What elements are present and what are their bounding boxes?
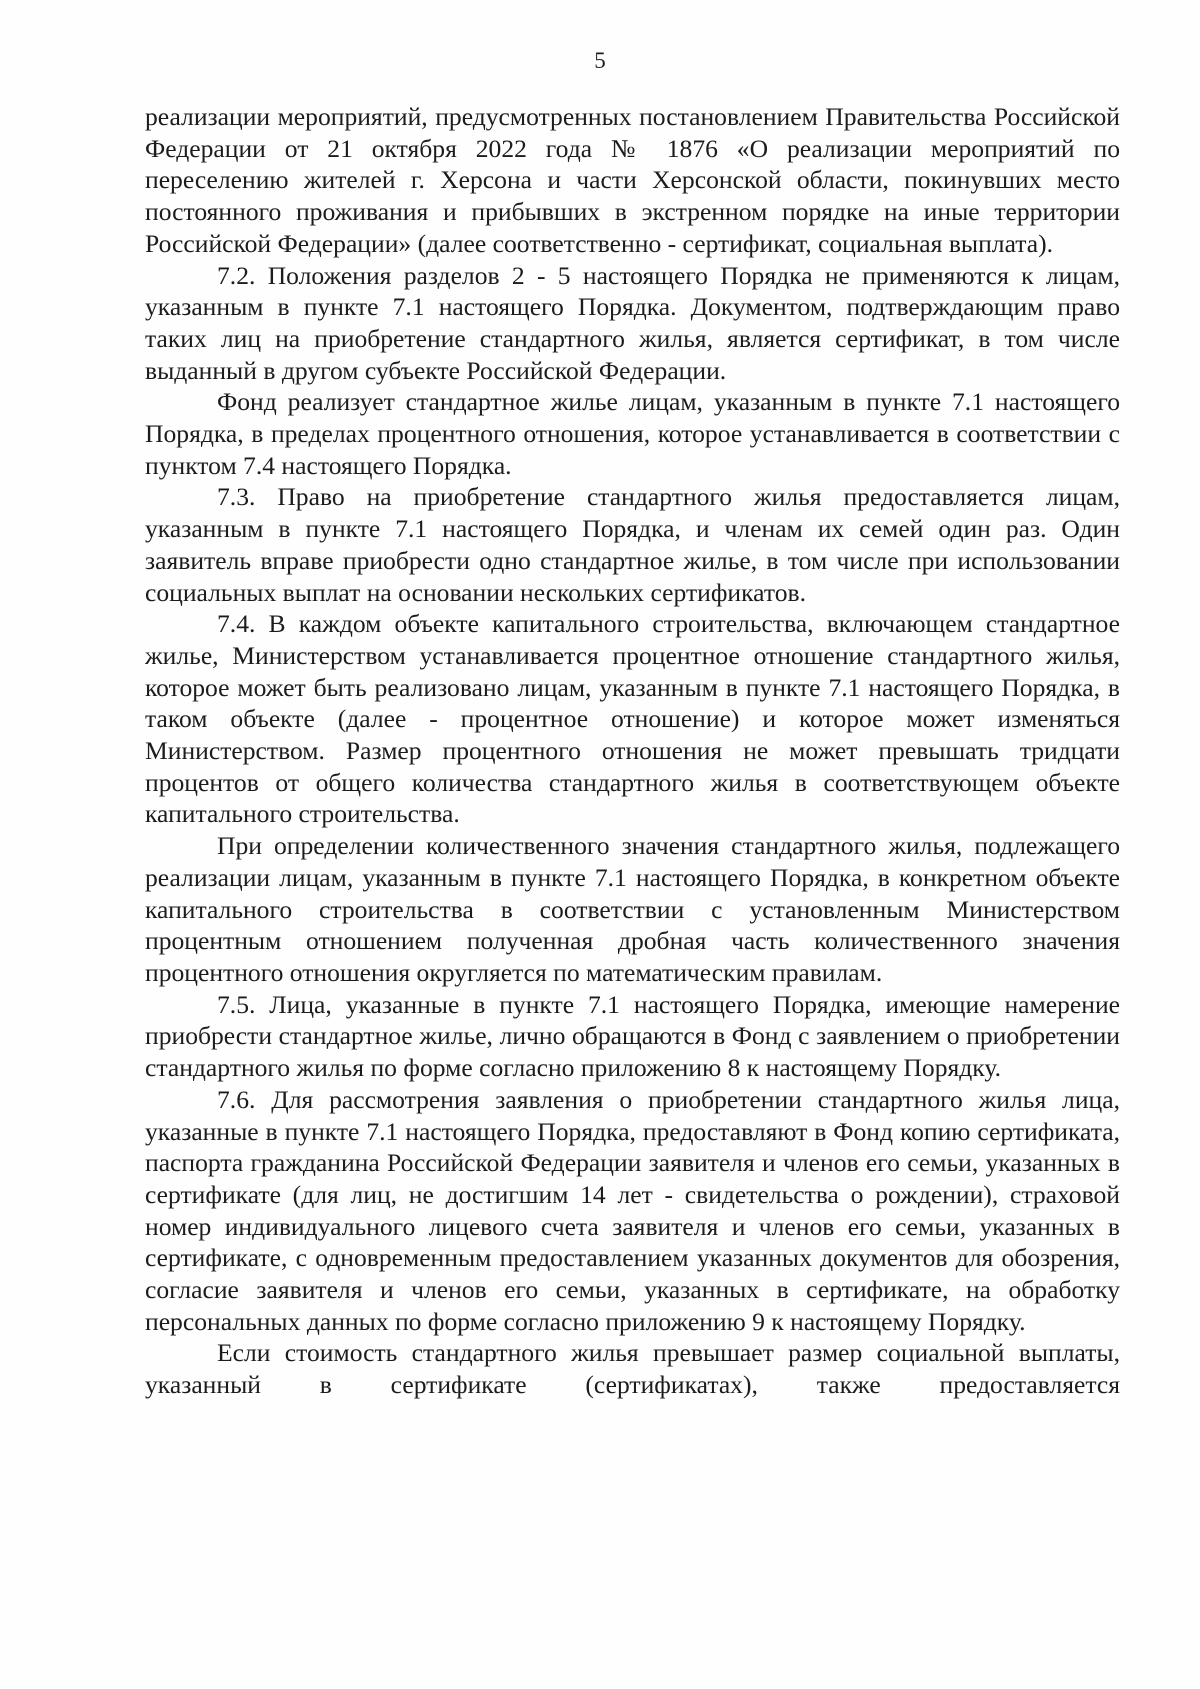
paragraph-fund-sale: Фонд реализует стандартное жилье лицам, указанным в пункте 7.1 настоящего Порядка, в пределах процентного отношения, которое устанавливается в соответствии с пунктом 7.4 настоящего Порядка.: [145, 387, 1120, 480]
paragraph-7-3: 7.3. Право на приобретение стандартного жилья предоставляется лицам, указанным в пункте 7.1 настоящего Порядка, и членам их семей один раз. Один заявитель вправе приобрести одно стандартное жилье, в том числе при использовании социальных выплат на основании нескольких сертификатов.: [145, 482, 1120, 607]
paragraph-intro-continuation: реализации мероприятий, предусмотренных постановлением Правительства Российской Федерации от 21 октября 2022 года № 1876 «О реализации мероприятий по переселению жителей г. Херсона и части Херсонской области, покинувших место постоянного проживания и прибывших в экстренном порядке на иные территории Российской Федерации» (далее соответственно - сертификат, социальная выплата).: [145, 102, 1120, 258]
paragraph-quantity-rounding: При определении количественного значения стандартного жилья, подлежащего реализации лицам, указанным в пункте 7.1 настоящего Порядка, в конкретном объекте капитального строительства в соответствии с установленным Министерством процентным отношением полученная дробная часть количественного значения процентного отношения округляется по математическим правилам.: [145, 831, 1120, 987]
paragraph-7-4: 7.4. В каждом объекте капитального строительства, включающем стандартное жилье, Министерством устанавливается процентное отношение стандартного жилья, которое может быть реализовано лицам, указанным в пункте 7.1 настоящего Порядка, в таком объекте (далее - процентное отношение) и которое может изменяться Министерством. Размер процентного отношения не может превышать тридцати процентов от общего количества стандартного жилья в соответствующем объекте капитального строительства.: [145, 609, 1120, 829]
paragraph-7-6: 7.6. Для рассмотрения заявления о приобретении стандартного жилья лица, указанные в пункте 7.1 настоящего Порядка, предоставляют в Фонд копию сертификата, паспорта гражданина Российской Федерации заявителя и членов его семьи, указанных в сертификате (для лиц, не достигшим 14 лет - свидетельства о рождении), страховой номер индивидуального лицевого счета заявителя и членов его семьи, указанных в сертификате, с одновременным предоставлением указанных документов для обозрения, согласие заявителя и членов его семьи, указанных в сертификате, на обработку персональных данных по форме согласно приложению 9 к настоящему Порядку.: [145, 1084, 1120, 1336]
page-number: 5: [594, 48, 606, 73]
paragraph-7-2: 7.2. Положения разделов 2 - 5 настоящего Порядка не применяются к лицам, указанным в пункте 7.1 настоящего Порядка. Документом, подтверждающим право таких лиц на приобретение стандартного жилья, является сертификат, в том числе выданный в другом субъекте Российской Федерации.: [145, 260, 1120, 385]
paragraph-7-5: 7.5. Лица, указанные в пункте 7.1 настоящего Порядка, имеющие намерение приобрести стандартное жилье, лично обращаются в Фонд с заявлением о приобретении стандартного жилья по форме согласно приложению 8 к настоящему Порядку.: [145, 989, 1120, 1083]
paragraph-cost-exceeds: Если стоимость стандартного жилья превышает размер социальной выплаты, указанный в сертификате (сертификатах), также предоставляется: [145, 1338, 1120, 1400]
document-body: [145, 101, 1120, 1401]
